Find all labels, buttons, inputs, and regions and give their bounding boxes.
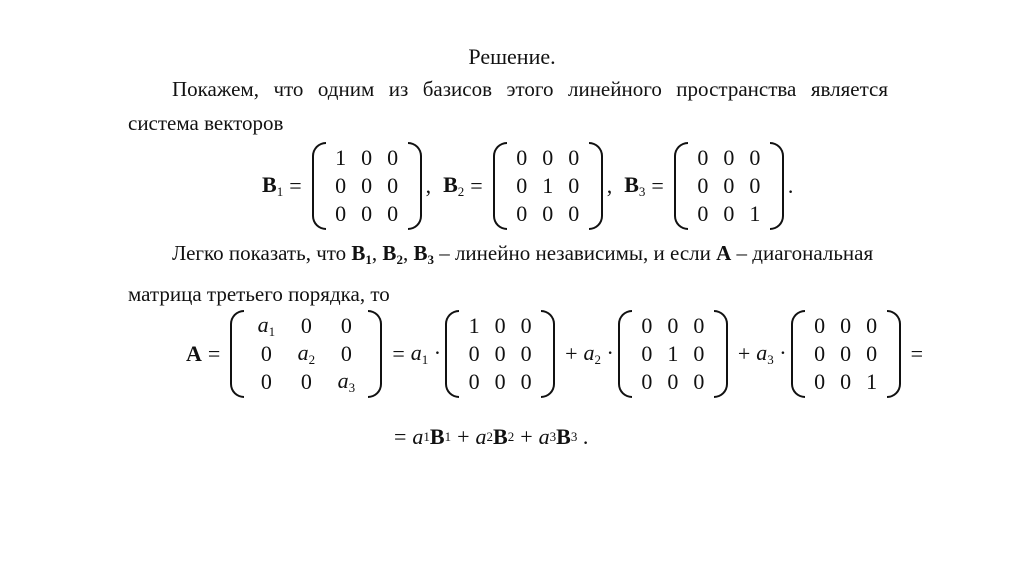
matrix-cell: 0 bbox=[814, 369, 826, 394]
paragraph-independence: Легко показать, что $B_1$, $B_2$, $B_3$ – линейно независимы, и если A – диагональная матрица третьего порядка, то bbox=[128, 241, 874, 306]
matrix-cell: 0 bbox=[693, 341, 705, 366]
matrix-cell: 0 bbox=[866, 313, 878, 338]
matrix-cell: 0 bbox=[723, 145, 735, 170]
matrix-cell: 0 bbox=[516, 173, 528, 198]
right-paren bbox=[368, 310, 382, 398]
matrix-cell: 0 bbox=[749, 173, 761, 198]
matrix-cell: 0 bbox=[361, 201, 373, 226]
result-row: = a 1 B 1 + a 2 B 2 + a 3 B 3 . bbox=[394, 424, 589, 449]
matrix-cells bbox=[688, 142, 770, 230]
matrix-cell: 0 bbox=[697, 201, 709, 226]
matrix-cell: 0 bbox=[516, 201, 528, 226]
basis-label-1: $B_1$ bbox=[262, 172, 284, 199]
matrix-cell: 0 bbox=[494, 313, 506, 338]
matrix-cell: 0 bbox=[300, 313, 312, 338]
matrix-cell: 0 bbox=[468, 369, 480, 394]
matrix-cell: 0 bbox=[840, 313, 852, 338]
basis-matrix-3 bbox=[674, 142, 784, 230]
matrix-cell: 0 bbox=[697, 173, 709, 198]
matrix-cell: 0 bbox=[693, 369, 705, 394]
matrix-cell: 0 bbox=[542, 145, 554, 170]
punctuation: , bbox=[606, 173, 613, 198]
equals-sign: = bbox=[651, 173, 664, 198]
equals-sign: = bbox=[470, 173, 483, 198]
matrix-cell: 0 bbox=[568, 201, 580, 226]
diagonal-matrix bbox=[230, 310, 382, 398]
matrix-cell: 0 bbox=[361, 173, 373, 198]
matrix-cell: 0 bbox=[520, 369, 532, 394]
matrix-cell: 0 bbox=[840, 369, 852, 394]
matrix-cell: 0 bbox=[693, 313, 705, 338]
matrix-cell: 0 bbox=[697, 145, 709, 170]
matrix-cell: 0 bbox=[641, 313, 653, 338]
right-paren bbox=[770, 142, 784, 230]
matrix-cell: 0 bbox=[641, 369, 653, 394]
left-paren bbox=[618, 310, 632, 398]
matrix-cell: 0 bbox=[387, 145, 399, 170]
basis-label-3: $B_3$ bbox=[624, 172, 646, 199]
matrix-cells bbox=[805, 310, 887, 398]
matrix-cell: 0 bbox=[814, 313, 826, 338]
matrix-cell: 0 bbox=[667, 313, 679, 338]
matrix-cells bbox=[244, 310, 368, 398]
matrix-cell: 1 bbox=[749, 201, 761, 226]
term-matrix-3 bbox=[791, 310, 901, 398]
matrix-cell: 1 bbox=[468, 313, 480, 338]
matrix-cell: 0 bbox=[568, 145, 580, 170]
matrix-cell: 0 bbox=[260, 341, 272, 366]
plus-sign: + bbox=[565, 341, 578, 366]
matrix-cells bbox=[326, 142, 408, 230]
matrix-cell: 0 bbox=[840, 341, 852, 366]
matrix-cell: 0 bbox=[520, 341, 532, 366]
punctuation: . bbox=[787, 173, 794, 198]
matrix-cell: 0 bbox=[300, 369, 312, 394]
basis-matrix-1 bbox=[312, 142, 422, 230]
term-matrix-1 bbox=[445, 310, 555, 398]
left-paren bbox=[445, 310, 459, 398]
matrix-a-label: A bbox=[186, 341, 202, 366]
left-paren bbox=[674, 142, 688, 230]
equals-sign: = bbox=[289, 173, 302, 198]
matrix-cell: 0 bbox=[335, 201, 347, 226]
right-paren bbox=[714, 310, 728, 398]
equals-sign: = bbox=[207, 341, 221, 366]
equals-sign: = bbox=[392, 341, 405, 366]
right-paren bbox=[589, 142, 603, 230]
p2-part-2: – линейно независимы, и если bbox=[433, 241, 717, 265]
matrix-cell: 0 bbox=[361, 145, 373, 170]
matrix-cells bbox=[632, 310, 714, 398]
basis-matrices-row bbox=[262, 142, 793, 230]
matrix-cell: $a_1$ bbox=[257, 312, 276, 339]
left-paren bbox=[791, 310, 805, 398]
matrix-cell: 0 bbox=[749, 145, 761, 170]
left-paren bbox=[493, 142, 507, 230]
matrix-cell: 0 bbox=[516, 145, 528, 170]
matrix-cell: 0 bbox=[260, 369, 272, 394]
matrix-cells bbox=[459, 310, 541, 398]
matrix-cell: 0 bbox=[866, 341, 878, 366]
p2-part-1: Легко показать, что bbox=[172, 241, 352, 265]
basis-matrix-2 bbox=[493, 142, 603, 230]
matrix-cell: 0 bbox=[387, 201, 399, 226]
p2-b2: $B_2$ bbox=[382, 241, 403, 267]
matrix-cell: 0 bbox=[641, 341, 653, 366]
coefficient-1: $a_1$ · bbox=[410, 340, 442, 367]
plus-sign: + bbox=[737, 341, 751, 366]
matrix-cell: 0 bbox=[387, 173, 399, 198]
solution-heading: Решение. bbox=[468, 44, 556, 69]
matrix-cell: 0 bbox=[340, 341, 352, 366]
matrix-cell: $a_3$ bbox=[337, 368, 356, 395]
right-paren bbox=[887, 310, 901, 398]
matrix-cell: 0 bbox=[494, 369, 506, 394]
matrix-cell: 0 bbox=[340, 313, 352, 338]
matrix-cell: 1 bbox=[335, 145, 347, 170]
left-paren bbox=[312, 142, 326, 230]
matrix-cell: 1 bbox=[542, 173, 554, 198]
matrix-cell: 0 bbox=[335, 173, 347, 198]
basis-label-2: $B_2$ bbox=[443, 172, 465, 199]
matrix-cell: 1 bbox=[866, 369, 878, 394]
coefficient-3: $a_3$ · bbox=[756, 340, 787, 367]
paragraph-basis-intro: Покажем, что одним из базисов этого линейного пространства является система векторов bbox=[128, 77, 888, 135]
matrix-cell: 0 bbox=[723, 173, 735, 198]
matrix-cell: 0 bbox=[494, 341, 506, 366]
p2-a: A bbox=[716, 241, 732, 265]
matrix-cell: 0 bbox=[667, 369, 679, 394]
punctuation: , bbox=[425, 173, 432, 198]
right-paren bbox=[541, 310, 555, 398]
p2-part-3: – диагональная матрица третьего порядка, то bbox=[128, 241, 874, 306]
p2-b1: $B_1$ bbox=[351, 241, 372, 267]
matrix-cell: 0 bbox=[568, 173, 580, 198]
matrix-cell: 0 bbox=[520, 313, 532, 338]
right-paren bbox=[408, 142, 422, 230]
matrix-cell: 0 bbox=[723, 201, 735, 226]
decomposition-row bbox=[186, 310, 929, 398]
equals-sign: = bbox=[910, 341, 923, 366]
p2-b3: $B_3$ bbox=[413, 241, 434, 267]
matrix-cell: 0 bbox=[468, 341, 480, 366]
matrix-cell: $a_2$ bbox=[297, 340, 316, 367]
matrix-cells bbox=[507, 142, 589, 230]
matrix-cell: 0 bbox=[542, 201, 554, 226]
matrix-cell: 1 bbox=[667, 341, 679, 366]
term-matrix-2 bbox=[618, 310, 728, 398]
left-paren bbox=[230, 310, 244, 398]
matrix-cell: 0 bbox=[814, 341, 826, 366]
coefficient-2: $a_2$ · bbox=[583, 340, 614, 367]
